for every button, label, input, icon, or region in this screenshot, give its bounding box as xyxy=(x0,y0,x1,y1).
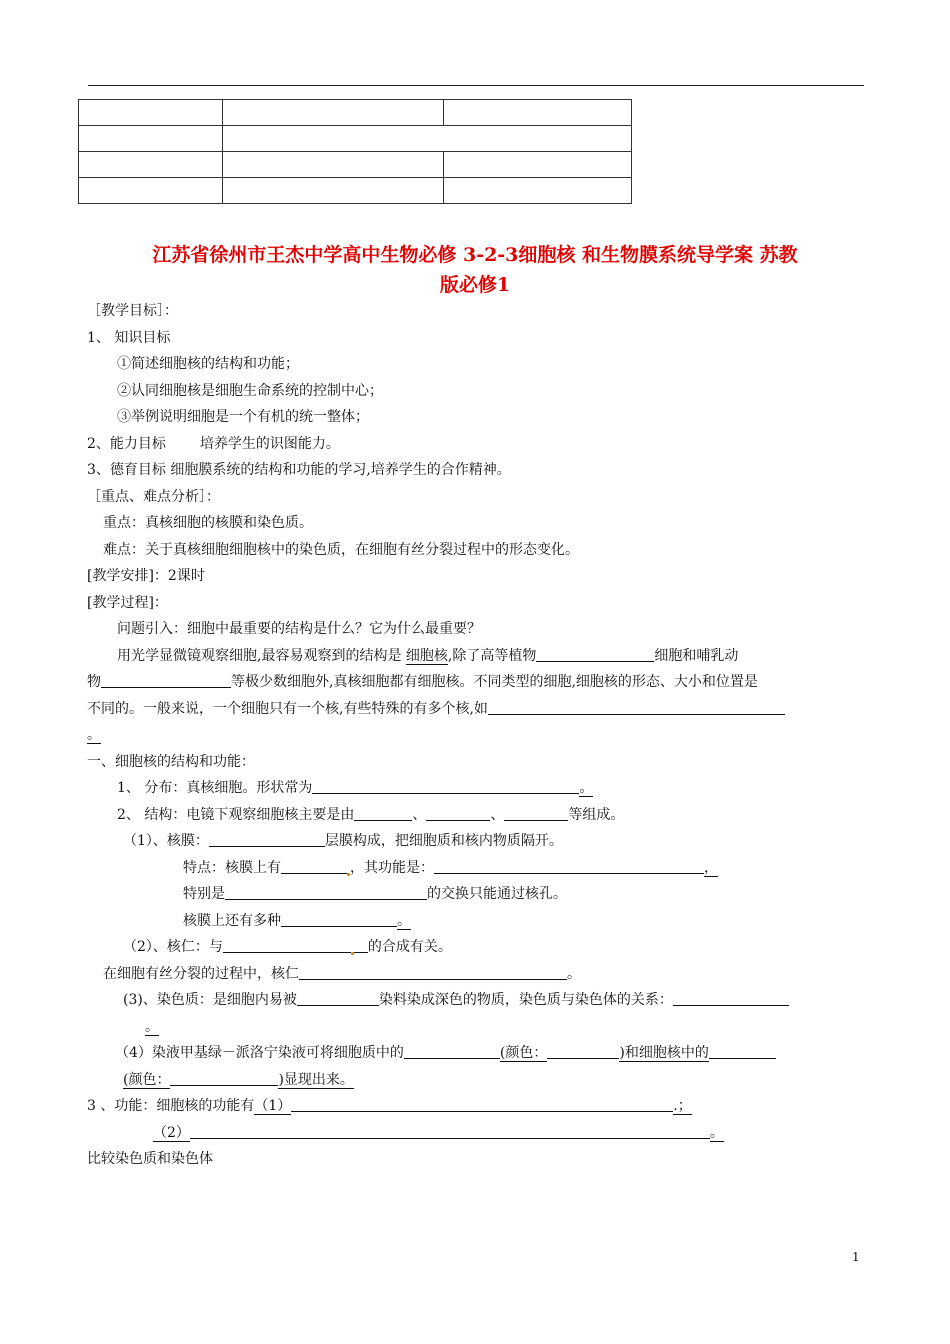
function-line: 3 、功能：细胞核的功能有（1） .； xyxy=(87,1093,865,1120)
page-number: 1 xyxy=(852,1250,860,1264)
answer-blank[interactable] xyxy=(547,1041,619,1059)
key-heading: ［重点、难点分析］： xyxy=(87,488,220,505)
answer-blank[interactable] xyxy=(709,1041,776,1059)
table-cell xyxy=(79,100,223,126)
table-row xyxy=(79,126,632,152)
distribution-line: 1、 分布：真核细胞。形状常为 。 xyxy=(87,775,865,802)
schedule: [教学安排]：2课时 xyxy=(87,568,205,584)
answer-blank[interactable] xyxy=(190,1121,710,1139)
answer-blank[interactable] xyxy=(225,882,427,900)
difficulty-point: 难点：关于真核细胞细胞核中的染色质，在细胞有丝分裂过程中的形态变化。 xyxy=(103,541,579,558)
answer-blank[interactable] xyxy=(297,988,379,1006)
membrane-line: （1）、核膜： 层膜构成，把细胞质和核内物质隔开。 xyxy=(87,828,865,855)
function-line-2: （2） 。 xyxy=(87,1120,865,1147)
answer-blank[interactable] xyxy=(170,1068,278,1086)
table-cell xyxy=(223,100,444,126)
answer-blank[interactable] xyxy=(434,856,704,874)
key-point: 重点：真核细胞的核膜和染色质。 xyxy=(103,515,313,531)
table-cell xyxy=(79,152,223,178)
document-body xyxy=(87,298,865,1173)
table-cell xyxy=(223,126,632,152)
chromatin-line-end: 。 xyxy=(145,1018,159,1035)
mitosis-line: 在细胞有丝分裂的过程中，核仁 。 xyxy=(87,961,865,988)
answer-blank[interactable] xyxy=(281,909,397,927)
compare-heading: 比较染色质和染色体 xyxy=(87,1151,213,1167)
feature-line: 特点：核膜上有 ，其功能是： ， xyxy=(87,855,865,882)
knowledge-item: ③举例说明细胞是一个有机的统一整体； xyxy=(117,409,369,425)
knowledge-item: ①简述细胞核的结构和功能； xyxy=(117,356,299,372)
intro-line: 用光学显微镜观察细胞,最容易观察到的结构是 细胞核,除了高等植物 细胞和哺乳动 xyxy=(87,643,865,670)
header-table xyxy=(78,99,632,204)
intro-line: 物 等极少数细胞外,真核细胞都有细胞核。不同类型的细胞,细胞核的形态、大小和位置是 xyxy=(87,669,865,696)
table-cell xyxy=(79,178,223,204)
special-line: 特别是 的交换只能通过核孔。 xyxy=(87,881,865,908)
answer-blank[interactable] xyxy=(404,1041,500,1059)
chromatin-line: (3)、染色质：是细胞内易被 染料染成深色的物质，染色质与染色体的关系： xyxy=(87,987,865,1014)
goals-heading: ［教学目标］： xyxy=(87,303,178,319)
structure-line: 2、 结构：电镜下观察细胞核主要是由 、 、 等组成。 xyxy=(87,802,865,829)
table-cell xyxy=(223,178,444,204)
answer-blank[interactable] xyxy=(536,644,654,662)
knowledge-goal-label: 1、 知识目标 xyxy=(87,329,171,346)
process-heading: [教学过程]： xyxy=(87,594,168,611)
answer-blank[interactable] xyxy=(223,935,351,953)
answer-blank[interactable] xyxy=(488,697,785,715)
nucleolus-line: （2）、核仁：与 的合成有关。 xyxy=(87,934,865,961)
intro-line: 。 xyxy=(87,727,101,743)
table-cell xyxy=(444,178,632,204)
stain-line-cont: (颜色： )显现出来。 xyxy=(87,1067,865,1094)
answer-blank[interactable] xyxy=(673,988,789,1006)
moral-goal: 3、德育目标 细胞膜系统的结构和功能的学习,培养学生的合作精神。 xyxy=(87,462,511,478)
section-heading: 一、细胞核的结构和功能： xyxy=(87,753,255,770)
ability-goal: 2、能力目标 培养学生的识图能力。 xyxy=(87,435,340,452)
knowledge-item: ②认同细胞核是细胞生命系统的控制中心； xyxy=(117,382,383,399)
answer-blank[interactable] xyxy=(291,1094,673,1112)
table-row xyxy=(79,100,632,126)
answer-blank[interactable] xyxy=(354,935,368,953)
table-cell xyxy=(444,152,632,178)
intro-line: 不同的。一般来说，一个细胞只有一个核,有些特殊的有多个核,如 xyxy=(87,696,865,723)
table-cell xyxy=(223,152,444,178)
answer-blank[interactable] xyxy=(354,803,412,821)
answer-blank[interactable] xyxy=(504,803,568,821)
intro-question: 问题引入：细胞中最重要的结构是什么？它为什么最重要？ xyxy=(117,621,481,637)
table-cell xyxy=(79,126,223,152)
answer-blank[interactable] xyxy=(312,776,579,794)
document-title: 江苏省徐州市王杰中学高中生物必修 3-2-3细胞核 和生物膜系统导学案 苏教 版必修1 xyxy=(152,244,798,296)
answer-blank[interactable] xyxy=(101,670,231,688)
answer-blank[interactable] xyxy=(299,962,567,980)
enzymes-line: 核膜上还有多种 。 xyxy=(87,908,865,935)
table-cell xyxy=(444,100,632,126)
answer-blank[interactable] xyxy=(209,829,325,847)
header-rule xyxy=(88,85,864,86)
filled-answer: 细胞核 xyxy=(405,647,448,664)
table-row xyxy=(79,152,632,178)
table-row xyxy=(79,178,632,204)
answer-blank[interactable] xyxy=(281,856,347,874)
stain-line: （4）染液甲基绿－派洛宁染液可将细胞质中的 (颜色： )和细胞核中的 xyxy=(87,1040,865,1067)
answer-blank[interactable] xyxy=(426,803,490,821)
